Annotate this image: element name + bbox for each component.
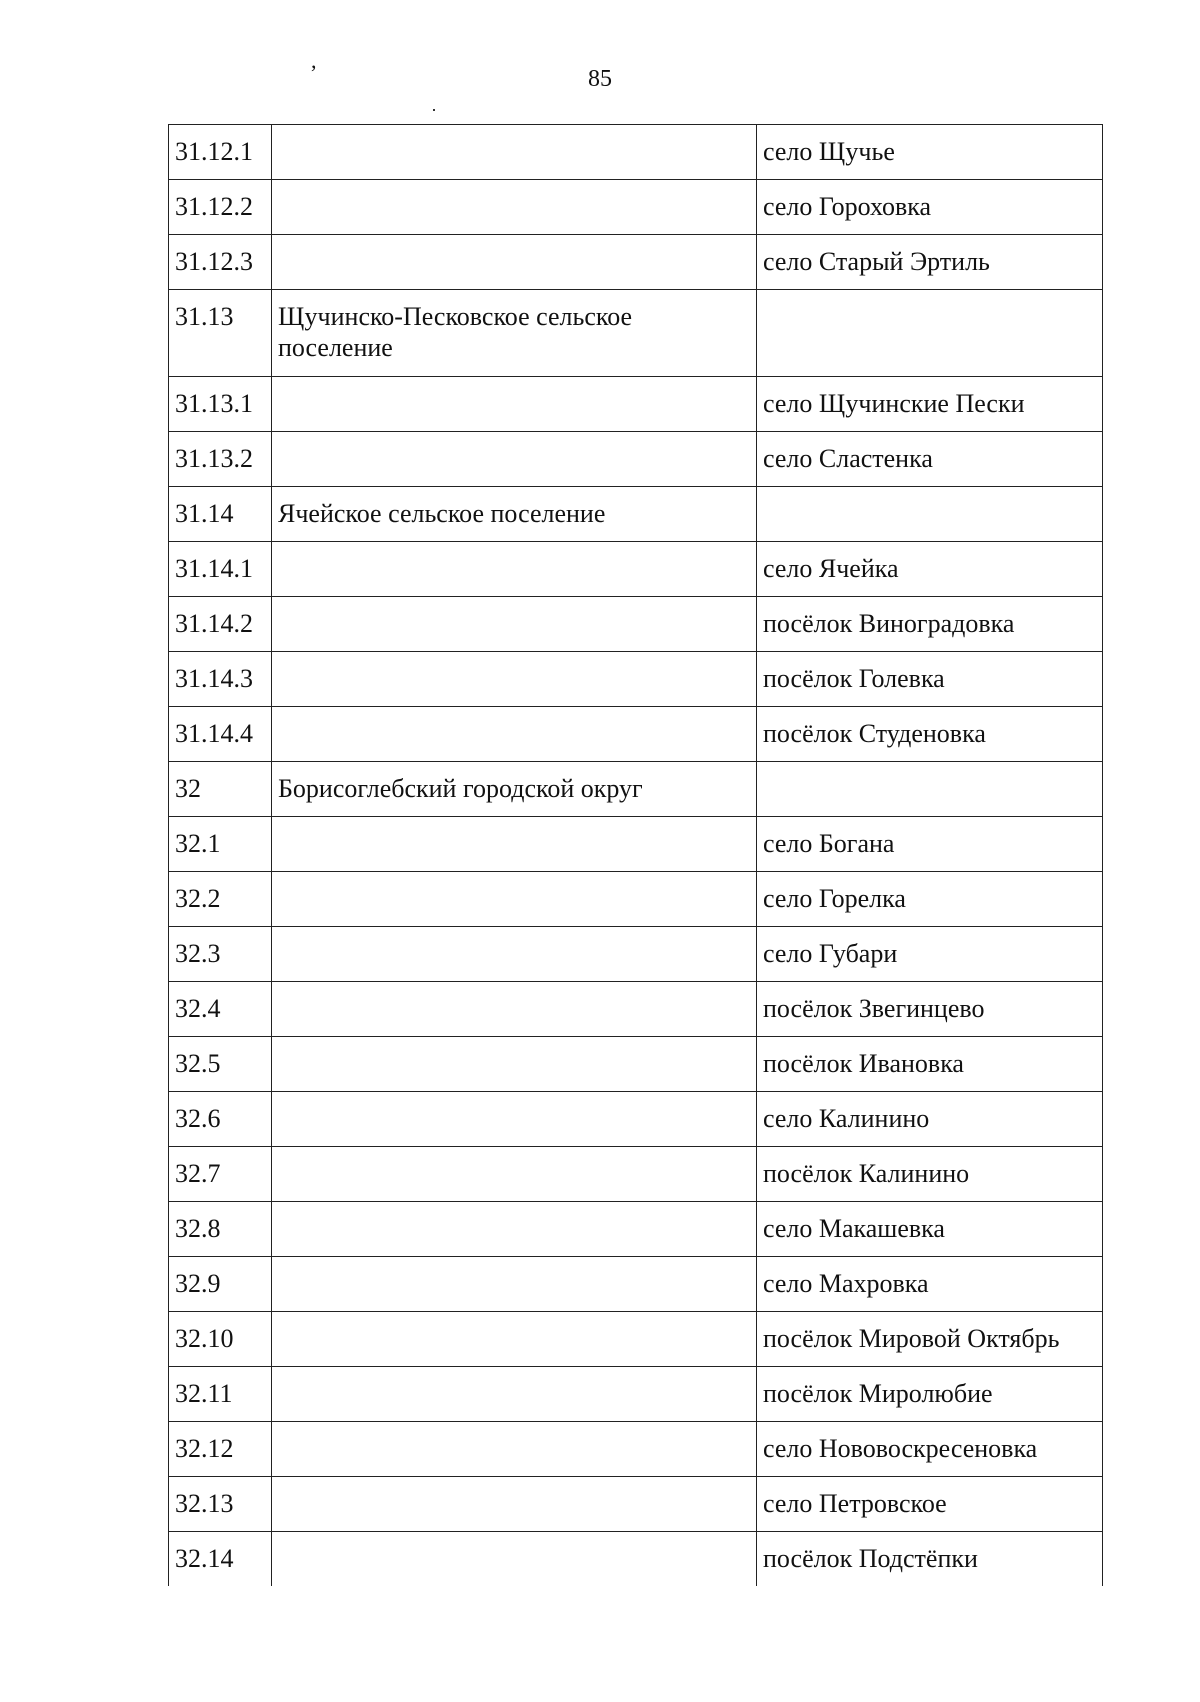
municipality-name — [272, 1202, 757, 1257]
row-number: 31.13 — [169, 290, 272, 377]
table-row — [169, 817, 1103, 872]
settlement-name: село Гороховка — [757, 180, 1103, 235]
table-row — [169, 235, 1103, 290]
municipality-name — [272, 927, 757, 982]
row-number: 32.13 — [169, 1477, 272, 1532]
row-number: 32.3 — [169, 927, 272, 982]
municipality-name — [272, 707, 757, 762]
settlement-name: село Нововоскресеновка — [757, 1422, 1103, 1477]
municipality-name — [272, 180, 757, 235]
stray-mark: , — [311, 48, 317, 73]
municipality-name — [272, 982, 757, 1037]
row-number: 31.12.3 — [169, 235, 272, 290]
row-number: 31.13.2 — [169, 432, 272, 487]
municipality-name — [272, 235, 757, 290]
page-number: 85 — [588, 66, 612, 92]
table-row — [169, 1312, 1103, 1367]
row-number: 32.12 — [169, 1422, 272, 1477]
row-number: 32.1 — [169, 817, 272, 872]
municipality-name — [272, 1312, 757, 1367]
settlement-name — [757, 762, 1103, 817]
municipality-name — [272, 1037, 757, 1092]
settlement-name: село Сластенка — [757, 432, 1103, 487]
settlement-name: село Махровка — [757, 1257, 1103, 1312]
municipality-name: Борисоглебский городской округ — [272, 762, 757, 817]
municipality-name — [272, 1367, 757, 1422]
settlement-name: село Старый Эртиль — [757, 235, 1103, 290]
table-row — [169, 1367, 1103, 1422]
table-row — [169, 1037, 1103, 1092]
municipality-name — [272, 1422, 757, 1477]
settlement-name: посёлок Голевка — [757, 652, 1103, 707]
row-number: 31.14.1 — [169, 542, 272, 597]
table-row — [169, 1257, 1103, 1312]
settlement-name: село Губари — [757, 927, 1103, 982]
table-row — [169, 1422, 1103, 1477]
settlement-name: село Калинино — [757, 1092, 1103, 1147]
settlements-table — [168, 124, 1103, 1586]
settlement-name: село Щучье — [757, 125, 1103, 180]
row-number: 32.11 — [169, 1367, 272, 1422]
municipality-name — [272, 652, 757, 707]
row-number: 31.14.3 — [169, 652, 272, 707]
table-row — [169, 652, 1103, 707]
row-number: 32.7 — [169, 1147, 272, 1202]
municipality-name — [272, 1147, 757, 1202]
settlement-name: посёлок Калинино — [757, 1147, 1103, 1202]
municipality-name — [272, 377, 757, 432]
table-row — [169, 1532, 1103, 1587]
table-row — [169, 1202, 1103, 1257]
table-row — [169, 377, 1103, 432]
row-number: 31.12.1 — [169, 125, 272, 180]
municipality-name: Ячейское сельское поселение — [272, 487, 757, 542]
row-number: 31.14.2 — [169, 597, 272, 652]
row-number: 31.14.4 — [169, 707, 272, 762]
table-row — [169, 597, 1103, 652]
municipality-name — [272, 1532, 757, 1587]
table-row — [169, 1147, 1103, 1202]
table-row — [169, 872, 1103, 927]
municipality-name — [272, 1477, 757, 1532]
municipality-name — [272, 125, 757, 180]
table-row — [169, 762, 1103, 817]
settlement-name: посёлок Виноградовка — [757, 597, 1103, 652]
row-number: 32.4 — [169, 982, 272, 1037]
row-number: 32 — [169, 762, 272, 817]
row-number: 32.14 — [169, 1532, 272, 1587]
settlement-name: село Щучинские Пески — [757, 377, 1103, 432]
settlement-name: село Богана — [757, 817, 1103, 872]
table-row — [169, 982, 1103, 1037]
row-number: 31.12.2 — [169, 180, 272, 235]
municipality-name — [272, 872, 757, 927]
municipality-name — [272, 542, 757, 597]
municipality-name — [272, 1257, 757, 1312]
table-row — [169, 707, 1103, 762]
settlement-name: посёлок Ивановка — [757, 1037, 1103, 1092]
stray-dot — [433, 109, 435, 111]
municipality-name — [272, 597, 757, 652]
settlement-name: посёлок Студеновка — [757, 707, 1103, 762]
table-row — [169, 927, 1103, 982]
table-row — [169, 487, 1103, 542]
row-number: 32.6 — [169, 1092, 272, 1147]
row-number: 32.2 — [169, 872, 272, 927]
table-row — [169, 125, 1103, 180]
settlement-name: посёлок Миролюбие — [757, 1367, 1103, 1422]
table-row — [169, 432, 1103, 487]
settlement-name: село Ячейка — [757, 542, 1103, 597]
municipality-name — [272, 432, 757, 487]
table-row — [169, 1092, 1103, 1147]
settlement-name — [757, 290, 1103, 377]
settlement-name: посёлок Подстёпки — [757, 1532, 1103, 1587]
settlement-name: село Петровское — [757, 1477, 1103, 1532]
table-body — [169, 125, 1103, 1587]
table-row — [169, 1477, 1103, 1532]
municipality-name: Щучинско-Песковское сельское поселение — [272, 290, 757, 377]
settlement-name: посёлок Звегинцево — [757, 982, 1103, 1037]
row-number: 31.14 — [169, 487, 272, 542]
table-row — [169, 290, 1103, 377]
settlement-name: село Горелка — [757, 872, 1103, 927]
table-row — [169, 180, 1103, 235]
table-row — [169, 542, 1103, 597]
row-number: 31.13.1 — [169, 377, 272, 432]
row-number: 32.10 — [169, 1312, 272, 1367]
municipality-name — [272, 817, 757, 872]
municipality-name — [272, 1092, 757, 1147]
settlement-name: посёлок Мировой Октябрь — [757, 1312, 1103, 1367]
row-number: 32.9 — [169, 1257, 272, 1312]
settlement-name — [757, 487, 1103, 542]
row-number: 32.5 — [169, 1037, 272, 1092]
settlement-name: село Макашевка — [757, 1202, 1103, 1257]
row-number: 32.8 — [169, 1202, 272, 1257]
